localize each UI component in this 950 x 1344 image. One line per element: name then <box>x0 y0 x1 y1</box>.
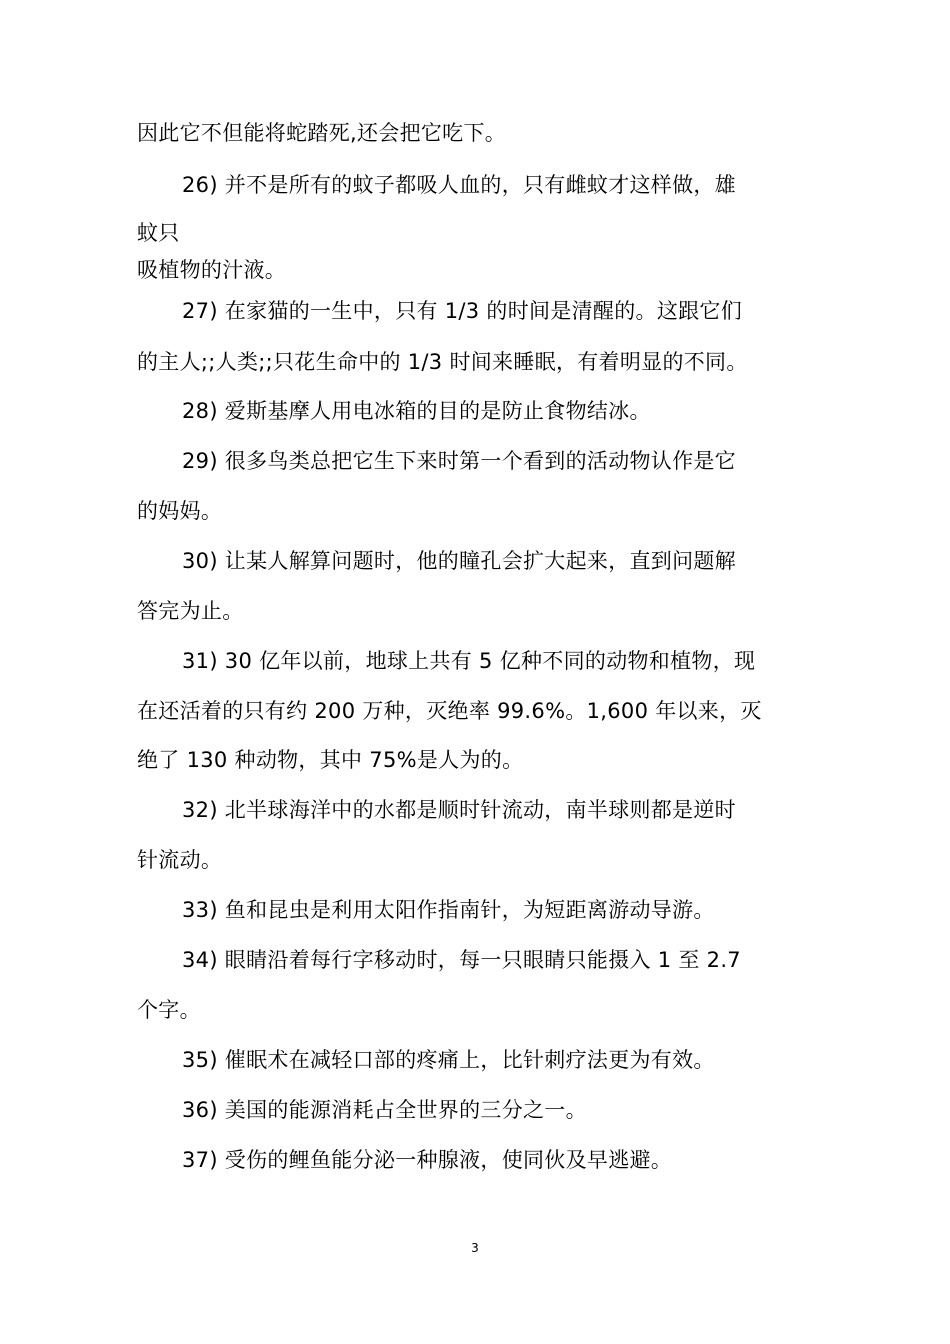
page-number: 3 <box>471 1241 479 1255</box>
text-line: 28) 爱斯基摩人用电冰箱的目的是防止食物结冰。 <box>182 399 651 423</box>
text-line: 的主人;;人类;;只花生命中的 1/3 时间来睡眠，有着明显的不同。 <box>137 350 748 374</box>
text-line: 35) 催眠术在减轻口部的疼痛上，比针刺疗法更为有效。 <box>182 1048 715 1072</box>
text-line: 36) 美国的能源消耗占全世界的三分之一。 <box>182 1098 587 1122</box>
text-line: 个字。 <box>137 998 201 1022</box>
text-line: 31) 30 亿年以前，地球上共有 5 亿种不同的动物和植物，现 <box>182 649 756 673</box>
text-line: 30) 让某人解算问题时，他的瞳孔会扩大起来，直到问题解 <box>182 549 736 573</box>
text-line: 29) 很多鸟类总把它生下来时第一个看到的活动物认作是它 <box>182 449 736 473</box>
text-line: 37) 受伤的鲤鱼能分泌一种腺液，使同伙及早逃避。 <box>182 1148 673 1172</box>
text-line: 32) 北半球海洋中的水都是顺时针流动，南半球则都是逆时 <box>182 798 736 822</box>
text-line: 针流动。 <box>137 848 223 872</box>
text-line: 27) 在家猫的一生中，只有 1/3 的时间是清醒的。这跟它们 <box>182 299 743 323</box>
text-line: 吸植物的汁液。 <box>137 258 287 282</box>
text-line: 答完为止。 <box>137 599 244 623</box>
text-line: 因此它不但能将蛇踏死,还会把它吃下。 <box>137 121 507 145</box>
text-line: 的妈妈。 <box>137 499 223 523</box>
text-line: 绝了 130 种动物，其中 75%是人为的。 <box>137 748 524 772</box>
text-line: 26) 并不是所有的蚊子都吸人血的，只有雌蚊才这样做，雄 <box>182 173 736 197</box>
text-line: 33) 鱼和昆虫是利用太阳作指南针，为短距离游动导游。 <box>182 898 715 922</box>
text-line: 蚊只 <box>137 221 180 245</box>
text-line: 34) 眼睛沿着每行字移动时，每一只眼睛只能摄入 1 至 2.7 <box>182 948 741 972</box>
text-line: 在还活着的只有约 200 万种，灭绝率 99.6%。1,600 年以来，灭 <box>137 699 762 723</box>
